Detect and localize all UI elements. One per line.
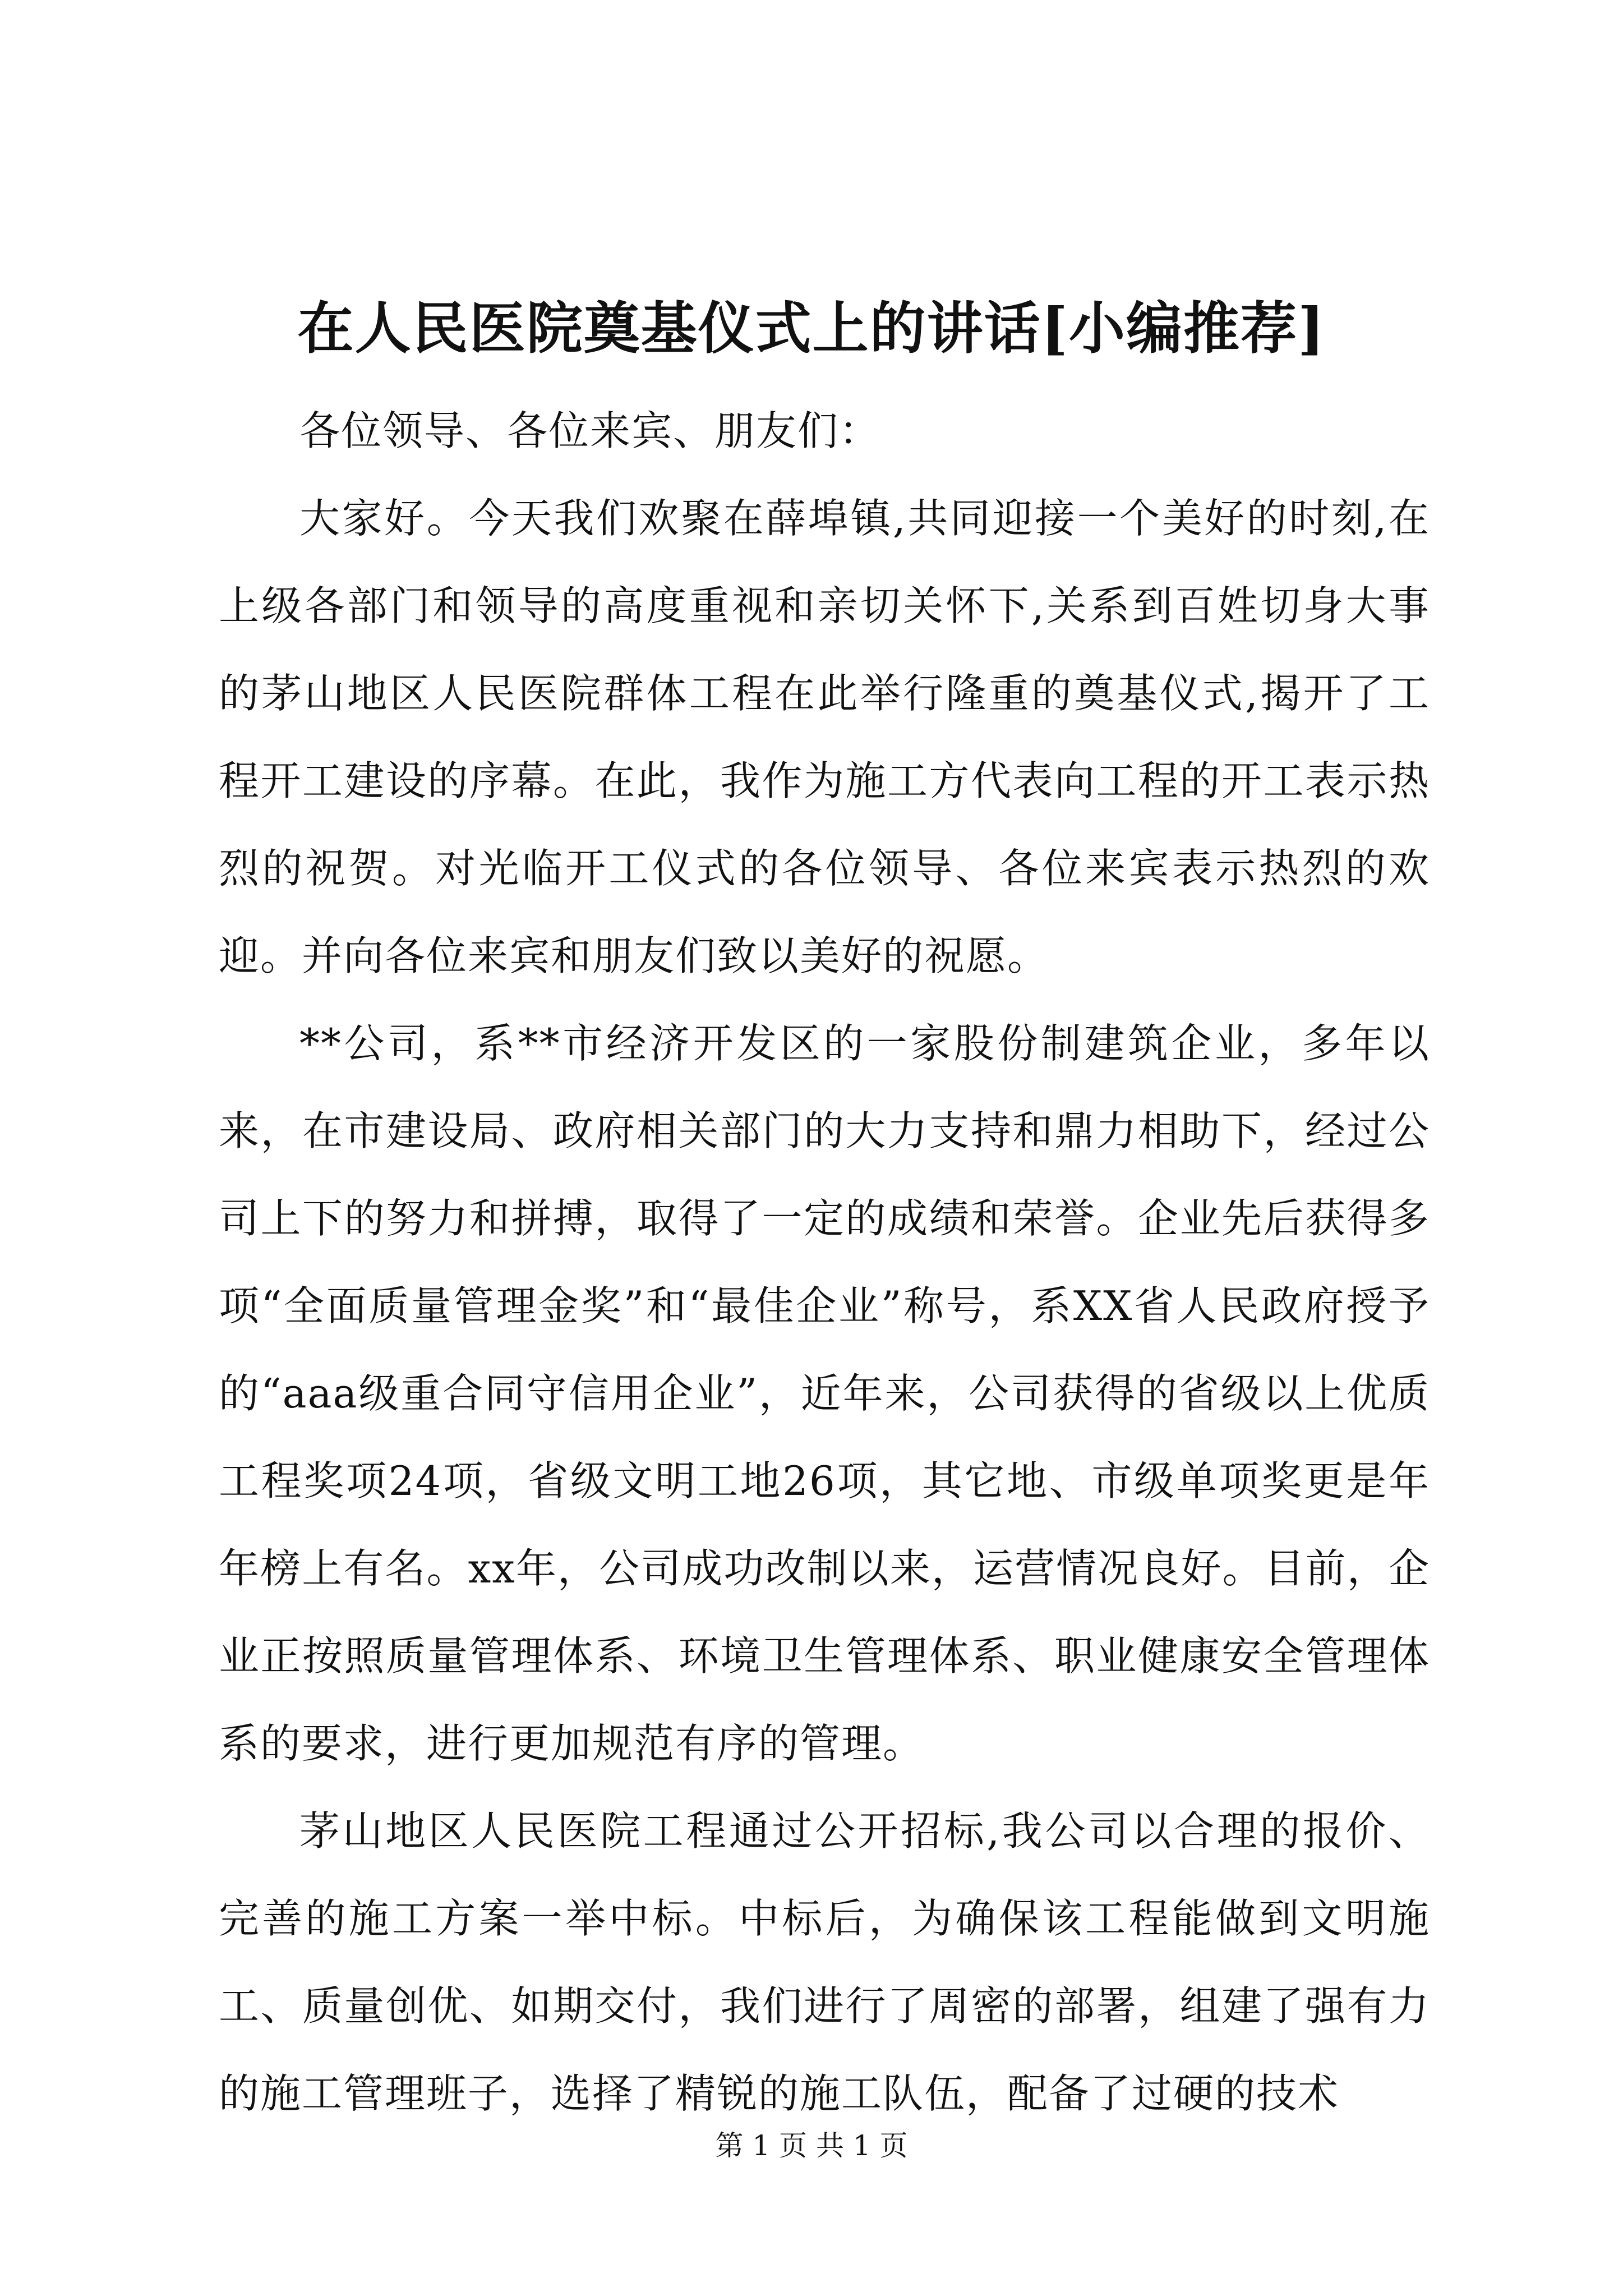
document-title: 在人民医院奠基仪式上的讲话[小编推荐] [297,295,1326,361]
body-paragraph: 大家好。今天我们欢聚在薛埠镇,共同迎接一个美好的时刻,在上级各部门和领导的高度重视和亲切关怀下,关系到百姓切身大事的茅山地区人民医院群体工程在此举行隆重的奠基仪式,揭开了工程开工建设的序幕。在此，我作为施工方代表向工程的开工表示热烈的祝贺。对光临开工仪式的各位领导、各位来宾表示热烈的欢迎。并向各位来宾和朋友们致以美好的祝愿。 [219,495,1430,979]
document-body [219,387,1430,2137]
greeting-paragraph: 各位领导、各位来宾、朋友们： [299,407,881,454]
page-number-footer: 第 1 页 共 1 页 [715,2129,908,2162]
body-paragraph: **公司，系**市经济开发区的一家股份制建筑企业，多年以来，在市建设局、政府相关部门的大力支持和鼎力相助下，经过公司上下的努力和拼搏，取得了一定的成绩和荣誉。企业先后获得多项“全面质量管理金奖”和“最佳企业”称号，系XX省人民政府授予的“aaa级重合同守信用企业”，近年来，公司获得的省级以上优质工程奖项24项，省级文明工地26项，其它地、市级单项奖更是年年榜上有名。xx年，公司成功改制以来，运营情况良好。目前，企业正按照质量管理体系、环境卫生管理体系、职业健康安全管理体系的要求，进行更加规范有序的管理。 [219,1020,1430,1767]
body-paragraph: 茅山地区人民医院工程通过公开招标,我公司以合理的报价、完善的施工方案一举中标。中标后，为确保该工程能做到文明施工、质量创优、如期交付，我们进行了周密的部署，组建了强有力的施工管理班子，选择了精锐的施工队伍，配备了过硬的技术 [219,1807,1430,2117]
